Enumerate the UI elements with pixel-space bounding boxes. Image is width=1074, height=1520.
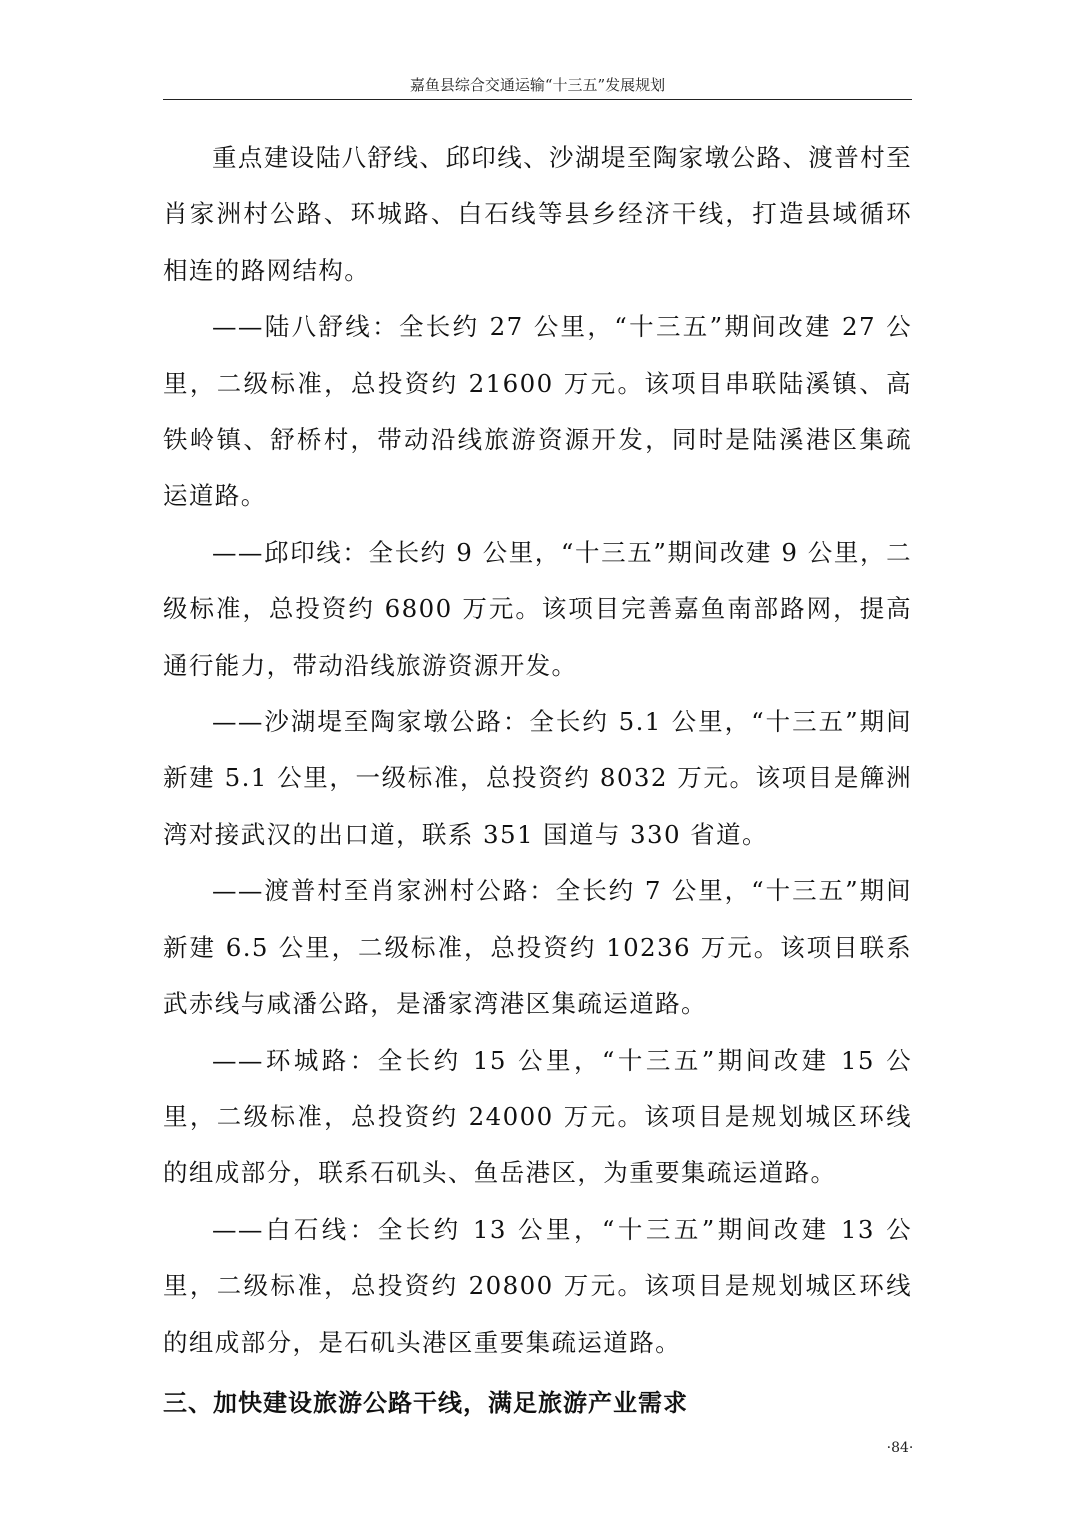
paragraph-baishi-line: ——白石线：全长约 13 公里，“十三五”期间改建 13 公里，二级标准，总投资约 20800 万元。该项目是规划城区环线的组成部分，是石矶头港区重要集疏运道路。 <box>163 1214 912 1357</box>
header-divider <box>163 99 912 100</box>
section-heading: 三、加快建设旅游公路干线，满足旅游产业需求 <box>163 1388 688 1417</box>
paragraph-shahudi-taojiadun-road: ——沙湖堤至陶家墩公路：全长约 5.1 公里，“十三五”期间新建 5.1 公里，一级标准，总投资约 8032 万元。该项目是簰洲湾对接武汉的出口道，联系 351 国道与 330 省道。 <box>163 707 912 849</box>
page-number: ·84· <box>886 1440 914 1456</box>
document-body <box>163 130 912 1431</box>
page-header-title: 嘉鱼县综合交通运输“十三五”发展规划 <box>409 76 666 94</box>
paragraph-luba-shu-line: ——陆八舒线：全长约 27 公里，“十三五”期间改建 27 公里，二级标准，总投资约 21600 万元。该项目串联陆溪镇、高铁岭镇、舒桥村，带动沿线旅游资源开发，同时是陆溪港区集疏运道路。 <box>163 312 912 511</box>
paragraph-intro: 重点建设陆八舒线、邱印线、沙湖堤至陶家墩公路、渡普村至肖家洲村公路、环城路、白石线等县乡经济干线，打造县域循环相连的路网结构。 <box>163 143 912 285</box>
paragraph-qiuyin-line: ——邱印线：全长约 9 公里，“十三五”期间改建 9 公里，二级标准，总投资约 6800 万元。该项目完善嘉鱼南部路网，提高通行能力，带动沿线旅游资源开发。 <box>163 537 912 680</box>
paragraph-dupu-xiaojiazhou-road: ——渡普村至肖家洲村公路：全长约 7 公里，“十三五”期间新建 6.5 公里，二级标准，总投资约 10236 万元。该项目联系武赤线与咸潘公路，是潘家湾港区集疏运道路。 <box>163 876 912 1019</box>
paragraph-ring-road: ——环城路：全长约 15 公里，“十三五”期间改建 15 公里，二级标准，总投资约 24000 万元。该项目是规划城区环线的组成部分，联系石矶头、鱼岳港区，为重要集疏运道路。 <box>163 1045 912 1188</box>
